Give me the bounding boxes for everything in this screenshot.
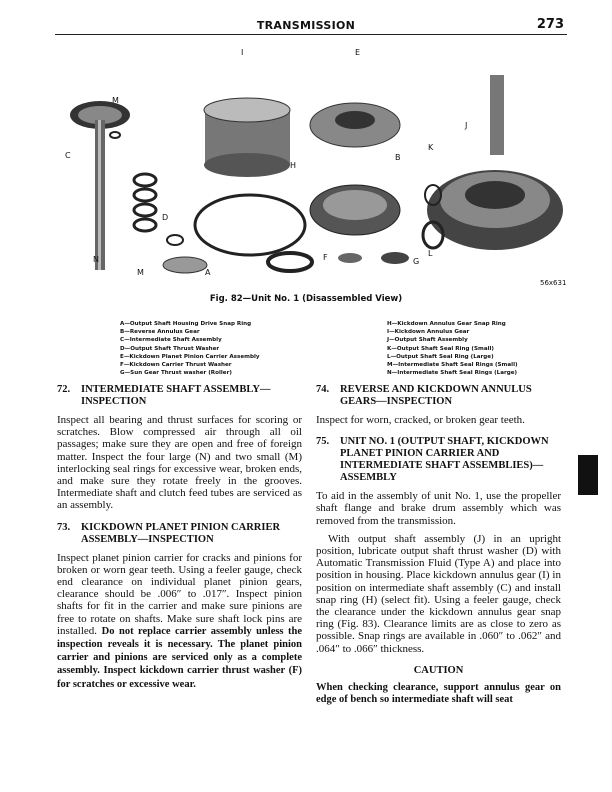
- section-75-heading: 75. UNIT NO. 1 (OUTPUT SHAFT, KICKDOWN PLANET PINION CARRIER AND INTERMEDIATE SHAFT ASSEMBLIES)—ASSEMBLY: [316, 436, 549, 484]
- callout-i: I: [241, 48, 244, 57]
- legend-item: D—Output Shaft Thrust Washer: [120, 345, 220, 352]
- callout-c: C: [65, 151, 71, 160]
- callout-m: M: [112, 96, 119, 105]
- disassembled-unit-photo: [55, 40, 575, 290]
- section-74-body: Inspect for worn, cracked, or broken gear teeth.: [316, 414, 525, 426]
- legend-left: [120, 320, 260, 377]
- callout-k: K: [428, 143, 434, 152]
- section-73-heading: 73. KICKDOWN PLANET PINION CARRIER ASSEMBLY—INSPECTION: [57, 521, 281, 545]
- legend-item: F—Kickdown Carrier Thrust Washer: [120, 362, 232, 369]
- seal-rings-illustration: [110, 132, 183, 245]
- legend-item: K—Output Shaft Seal Ring (Small): [387, 345, 494, 352]
- callout-l: L: [428, 249, 433, 258]
- section-73-body: Inspect planet pinion carrier for cracks and pinions for broken or worn gear teeth. Using a feeler gauge, check end clearance on individual planet pinion gears, clearance should be .006″ to .017″. Inspect pinion shafts for fit in the carrier and make sure pinions are free to rotate on shafts. Make sure shaft lock pins are installed. Do not replace carrier assembly unless the inspection reveals it is necessary. The planet pinion carrier and pinions are serviced only as a complete assembly. Inspect kickdown carrier thrust washer (F) for scratches or excessive wear.: [57, 551, 303, 690]
- legend-item: M—Intermediate Shaft Seal Rings (Small): [387, 362, 518, 369]
- callout-a: A: [205, 268, 211, 277]
- legend-right: [387, 320, 518, 377]
- left-column: [57, 380, 302, 697]
- snap-ring-illustration: [195, 195, 305, 255]
- running-header: TRANSMISSION: [256, 19, 356, 32]
- right-column: [316, 380, 561, 712]
- section-75-para-1: To aid in the assembly of unit No. 1, use the propeller shaft flange and brake drum assembly which was removed from the transmission.: [316, 490, 561, 527]
- caution-body: When checking clearance, support annulus gear on edge of bench so intermediate shaft will seat: [316, 682, 561, 706]
- callout-b: B: [395, 153, 401, 162]
- section-72-body: Inspect all bearing and thrust surfaces for scoring or scratches. Blow compressed air through all oil passages; make sure they are open and free of foreign matter. Inspect the four large (N) and two small (M) interlocking seal rings for excessive wear, broken ends, and make sure they rotate freely in the grooves. Intermediate shaft and clutch feed tubes are serviced as an assembly.: [57, 414, 302, 512]
- legend-item: N—Intermediate Shaft Seal Rings (Large): [387, 370, 518, 377]
- callout-m-lower: M: [137, 268, 144, 277]
- annulus-gear-illustration: [204, 98, 290, 177]
- section-75-para-2: With output shaft assembly (J) in an upright position, lubricate output shaft thrust washer (D) with Automatic Transmission Fluid (Type A) and place into position in housing. Place kickdown annulus gear (I) in position on intermediate shaft assembly (C) and install snap ring (H) (select fit). Using a feeler gauge, check the clearance under the kickdown annulus gear snap ring (Fig. 83). Clearance limits are as close to zero as possible. Snap rings are available in .060″ to .062″ and .064″ to .066″ thickness.: [316, 532, 561, 655]
- output-shaft-illustration: [427, 75, 563, 250]
- legend-item: G—Sun Gear Thrust washer (Roller): [120, 370, 232, 377]
- legend-item: L—Output Shaft Seal Ring (Large): [387, 353, 494, 360]
- legend-item: C—Intermediate Shaft Assembly: [120, 337, 222, 344]
- callout-n: N: [93, 255, 99, 264]
- legend-item: J—Output Shaft Assembly: [387, 337, 468, 344]
- header-rule: [55, 34, 567, 35]
- legend-item: B—Reverse Annulus Gear: [120, 329, 200, 336]
- figure-caption: Fig. 82—Unit No. 1 (Disassembled View): [209, 294, 403, 304]
- callout-g: G: [413, 257, 420, 266]
- planet-carrier-illustration: [310, 103, 400, 235]
- intermediate-shaft-illustration: [70, 101, 130, 270]
- callout-f: F: [323, 253, 328, 262]
- legend-item: A—Output Shaft Housing Drive Snap Ring: [120, 321, 252, 327]
- legend-item: E—Kickdown Planet Pinion Carrier Assembly: [120, 353, 260, 360]
- section-73-bold-note: Do not replace carrier assembly unless the inspection reveals it is necessary. The planet pinion carrier and pinions are serviced only as a complete assembly. Inspect kickdown carrier thrust washer (F) for scratches or excessive wear.: [57, 625, 303, 690]
- photo-number: 56x631: [540, 279, 567, 287]
- page-number: 273: [536, 17, 564, 32]
- caution-heading: CAUTION: [413, 664, 464, 676]
- callout-j: J: [465, 121, 468, 130]
- callout-h: H: [290, 161, 297, 170]
- callout-e: E: [355, 48, 361, 57]
- section-72-heading: 72. INTERMEDIATE SHAFT ASSEMBLY—INSPECTION: [57, 384, 271, 407]
- section-thumb-tab: [578, 455, 598, 495]
- legend-item: I—Kickdown Annulus Gear: [387, 329, 470, 336]
- thrust-washer-illustration: [163, 257, 207, 273]
- callout-d: D: [162, 213, 169, 222]
- legend-item: H—Kickdown Annulus Gear Snap Ring: [387, 321, 506, 327]
- section-74-heading: 74. REVERSE AND KICKDOWN ANNULUS GEARS—INSPECTION: [316, 384, 532, 407]
